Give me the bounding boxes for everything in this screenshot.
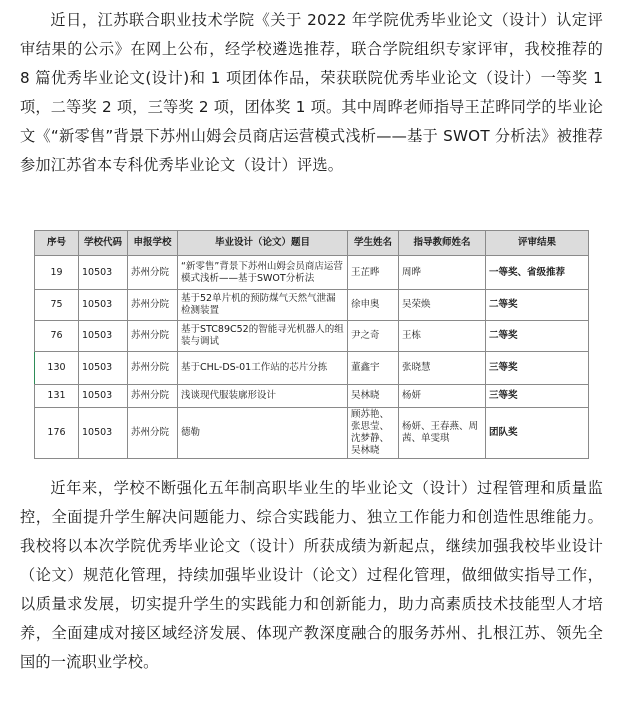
header-result: 评审结果 [486, 231, 589, 256]
awards-table [34, 230, 589, 459]
cell-thesis-title: 浅谈现代服装廓形设计 [178, 385, 348, 408]
cell-thesis-title: 德勒 [178, 408, 348, 459]
cell-student: 董鑫宇 [348, 352, 399, 385]
cell-index: 130 [35, 352, 79, 385]
cell-school-code: 10503 [79, 321, 128, 352]
cell-school: 苏州分院 [128, 385, 178, 408]
cell-thesis-title: 基于52单片机的预防煤气天然气泄漏检测装置 [178, 290, 348, 321]
cell-student: 王芷晔 [348, 256, 399, 290]
cell-result: 二等奖 [486, 321, 589, 352]
cell-result: 二等奖 [486, 290, 589, 321]
cell-student: 尹之奇 [348, 321, 399, 352]
cell-school: 苏州分院 [128, 352, 178, 385]
cell-result: 一等奖、省级推荐 [486, 256, 589, 290]
cell-school: 苏州分院 [128, 256, 178, 290]
header-student: 学生姓名 [348, 231, 399, 256]
table-row [35, 321, 589, 352]
cell-school-code: 10503 [79, 256, 128, 290]
cell-result: 三等奖 [486, 352, 589, 385]
closing-paragraph: 近年来，学校不断强化五年制高职毕业生的毕业论文（设计）过程管理和质量监控，全面提升学生解决问题能力、综合实践能力、独立工作能力和创造性思维能力。我校将以本次学院优秀毕业论文（设计）所获成绩为新起点，继续加强我校毕业设计（论文）规范化管理，持续加强毕业设计（论文）过程化管理，做细做实指导工作，以质量求发展，切实提升学生的实践能力和创新能力，助力高素质技术技能型人才培养，全面建成对接区域经济发展、体现产教深度融合的服务苏州、扎根江苏、领先全国的一流职业学校。 [20, 479, 603, 671]
cell-school: 苏州分院 [128, 408, 178, 459]
cell-advisor: 杨妍、王春燕、周茜、单雯琪 [399, 408, 486, 459]
cell-school: 苏州分院 [128, 290, 178, 321]
intro-paragraph: 近日，江苏联合职业技术学院《关于 2022 年学院优秀毕业论文（设计）认定评审结果的公示》在网上公布，经学校遴选推荐，联合学院组织专家评审，我校推荐的 8 篇优秀毕业论文(设计)和 1 项团体作品，荣获联院优秀毕业论文（设计）一等奖 1 项，二等奖 2 项，三等奖 2 项，团体奖 1 项。其中周晔老师指导王芷晔同学的毕业论文《“新零售”背景下苏州山姆会员商店运营模式浅析——基于 SWOT 分析法》被推荐参加江苏省本专科优秀毕业论文（设计）评选。 [20, 11, 603, 174]
cell-thesis-title: 基于STC89C52的智能寻光机器人的组装与调试 [178, 321, 348, 352]
table-header-row [35, 231, 589, 256]
cell-result: 三等奖 [486, 385, 589, 408]
cell-result: 团队奖 [486, 408, 589, 459]
table-row [35, 256, 589, 290]
cell-index: 176 [35, 408, 79, 459]
cell-student: 吴林晓 [348, 385, 399, 408]
header-index: 序号 [35, 231, 79, 256]
cell-index: 131 [35, 385, 79, 408]
table-row [35, 385, 589, 408]
header-school-code: 学校代码 [79, 231, 128, 256]
cell-advisor: 吴荣焕 [399, 290, 486, 321]
cell-index: 76 [35, 321, 79, 352]
cell-index: 75 [35, 290, 79, 321]
cell-school-code: 10503 [79, 352, 128, 385]
cell-school-code: 10503 [79, 408, 128, 459]
cell-index: 19 [35, 256, 79, 290]
table-row [35, 352, 589, 385]
header-thesis-title: 毕业设计（论文）题目 [178, 231, 348, 256]
header-school: 申报学校 [128, 231, 178, 256]
cell-student: 顾苏艳、张思莹、沈梦静、吴林晓 [348, 408, 399, 459]
cell-thesis-title: 基于CHL-DS-01工作站的芯片分拣 [178, 352, 348, 385]
header-advisor: 指导教师姓名 [399, 231, 486, 256]
cell-thesis-title: “新零售”背景下苏州山姆会员商店运营模式浅析——基于SWOT分析法 [178, 256, 348, 290]
cell-school-code: 10503 [79, 385, 128, 408]
cell-advisor: 王栋 [399, 321, 486, 352]
cell-advisor: 杨妍 [399, 385, 486, 408]
cell-school-code: 10503 [79, 290, 128, 321]
cell-student: 徐申奥 [348, 290, 399, 321]
table-row [35, 290, 589, 321]
table-row [35, 408, 589, 459]
cell-school: 苏州分院 [128, 321, 178, 352]
cell-advisor: 周晔 [399, 256, 486, 290]
cell-advisor: 张晓慧 [399, 352, 486, 385]
